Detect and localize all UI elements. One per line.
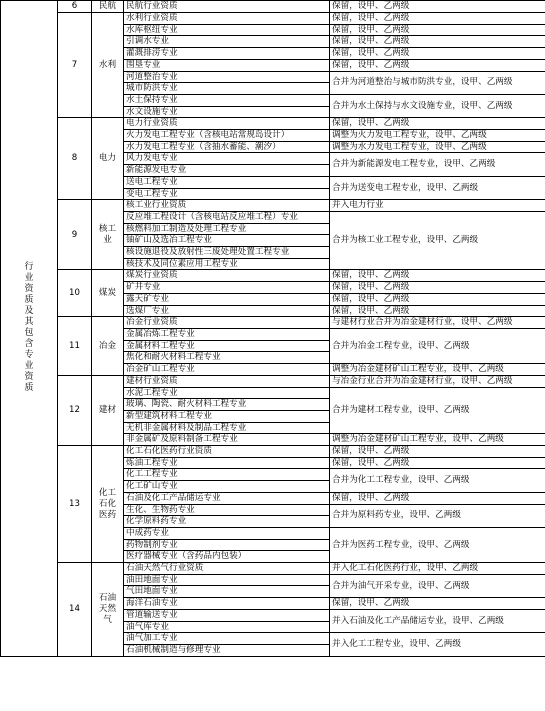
specialty-name: 核燃料加工制造及处理工程专业 [124,223,330,235]
group-number: 14 [58,563,92,657]
industry-name: 电力 [92,118,124,200]
specialty-name: 反应堆工程设计（含核电站反应堆工程）专业 [124,211,330,223]
specialty-name: 冶金行业资质 [124,317,330,329]
specialty-name: 金属材料工程专业 [124,340,330,352]
table-row [1,563,545,575]
specialty-name: 化工矿山专业 [124,481,330,493]
specialty-name: 医疗器械专业（含药品内包装） [124,551,330,563]
adjustment-note: 调整为冶金建材矿山工程专业，设甲、乙两级 [330,364,545,376]
adjustment-note: 合并为新能源发电工程专业，设甲、乙两级 [330,153,545,176]
industry-name: 核工业 [92,200,124,270]
adjustment-note: 并入石油及化工产品储运专业，设甲、乙两级 [330,609,545,632]
adjustment-note: 调整为火力发电工程专业，设甲、乙两级 [330,130,545,142]
specialty-name: 核技术及同位素应用工程专业 [124,258,330,270]
table-row [1,118,545,130]
group-number: 12 [58,375,92,445]
specialty-name: 核工业行业资质 [124,200,330,212]
specialty-name: 民航行业资质 [124,1,330,13]
group-number: 6 [58,1,92,13]
specialty-name: 铀矿山及选冶工程专业 [124,235,330,247]
adjustment-note: 保留，设甲、乙两级 [330,48,545,60]
industry-name: 煤炭 [92,270,124,317]
specialty-name: 炼油工程专业 [124,457,330,469]
table-row [1,446,545,458]
adjustment-note: 调整为水力发电工程专业，设甲、乙两级 [330,141,545,153]
adjustment-note: 并入化工石化医药行业，设甲、乙两级 [330,563,545,575]
specialty-name: 非金属矿及原料制备工程专业 [124,434,330,446]
industry-name: 水利 [92,13,124,118]
adjustment-note: 与冶金行业合并为冶金建材行业，设甲、乙两级 [330,375,545,387]
specialty-name: 石油天然气行业资质 [124,563,330,575]
specialty-name: 选煤厂专业 [124,305,330,317]
adjustment-note: 保留，设甲、乙两级 [330,118,545,130]
industry-name: 建材 [92,375,124,445]
specialty-name: 化工石化医药行业资质 [124,446,330,458]
specialty-name: 变电工程专业 [124,188,330,200]
category-label: 行业资质及其包含专业资质 [24,262,34,394]
adjustment-note: 保留，设甲、乙两级 [330,305,545,317]
industry-name: 冶金 [92,317,124,376]
adjustment-note: 调整为冶金建材矿山工程专业，设甲、乙两级 [330,434,545,446]
adjustment-note: 与建材行业合并为冶金建材行业，设甲、乙两级 [330,317,545,329]
group-number: 9 [58,200,92,270]
adjustment-note: 合并为送变电工程专业，设甲、乙两级 [330,176,545,199]
specialty-name: 煤炭行业资质 [124,270,330,282]
group-number: 8 [58,118,92,200]
adjustment-note: 保留，设甲、乙两级 [330,24,545,36]
table-row [1,375,545,387]
group-number: 13 [58,446,92,563]
specialty-name: 风力发电专业 [124,153,330,165]
specialty-name: 化工工程专业 [124,469,330,481]
specialty-name: 水利行业资质 [124,13,330,25]
specialty-name: 电力行业资质 [124,118,330,130]
specialty-name: 灌溉排涝专业 [124,48,330,60]
adjustment-note: 合并为河道整治与城市防洪专业，设甲、乙两级 [330,71,545,94]
specialty-name: 冶金矿山工程专业 [124,364,330,376]
adjustment-note: 保留，设甲、乙两级 [330,13,545,25]
specialty-name: 河道整治专业 [124,71,330,83]
group-number: 11 [58,317,92,376]
specialty-name: 露天矿专业 [124,293,330,305]
specialty-name: 新能源发电专业 [124,165,330,177]
adjustment-note: 保留，设甲、乙两级 [330,1,545,13]
specialty-name: 引调水专业 [124,36,330,48]
table-row [1,13,545,25]
group-number: 10 [58,270,92,317]
specialty-name: 新型建筑材料工程专业 [124,410,330,422]
group-number: 7 [58,13,92,118]
table-row [1,317,545,329]
adjustment-note: 保留，设甲、乙两级 [330,446,545,458]
specialty-name: 水土保持专业 [124,94,330,106]
specialty-name: 围垦专业 [124,59,330,71]
specialty-name: 生化、生物药专业 [124,504,330,516]
specialty-name: 气田地面专业 [124,586,330,598]
specialty-name: 火力发电工程专业（含核电站常规岛设计） [124,130,330,142]
table-row [1,200,545,212]
specialty-name: 建材行业资质 [124,375,330,387]
specialty-name: 水库枢纽专业 [124,24,330,36]
adjustment-note: 合并为冶金工程专业，设甲、乙两级 [330,328,545,363]
qualification-table-body [1,1,545,657]
specialty-name: 管道输送专业 [124,609,330,621]
adjustment-note: 保留，设甲、乙两级 [330,598,545,610]
adjustment-note: 保留，设甲、乙两级 [330,293,545,305]
specialty-name: 油气库专业 [124,621,330,633]
industry-name: 民航 [92,1,124,13]
adjustment-note: 并入化工工程专业，设甲、乙两级 [330,633,545,656]
table-row [1,270,545,282]
adjustment-note: 保留，设甲、乙两级 [330,457,545,469]
adjustment-note: 保留，设甲、乙两级 [330,492,545,504]
specialty-name: 水泥工程专业 [124,387,330,399]
specialty-name: 水力发电工程专业（含抽水蓄能、潮汐） [124,141,330,153]
specialty-name: 石油机械制造与修理专业 [124,644,330,656]
specialty-name: 油田地面专业 [124,574,330,586]
adjustment-note: 合并为原料药专业，设甲、乙两级 [330,504,545,527]
specialty-name: 焦化和耐火材料工程专业 [124,352,330,364]
specialty-name: 水文设施专业 [124,106,330,118]
specialty-name: 送电工程专业 [124,176,330,188]
adjustment-note: 保留，设甲、乙两级 [330,270,545,282]
specialty-name: 玻璃、陶瓷、耐火材料工程专业 [124,399,330,411]
adjustment-note: 保留，设甲、乙两级 [330,59,545,71]
adjustment-note: 保留，设甲、乙两级 [330,36,545,48]
category-cell [1,1,58,657]
specialty-name: 无机非金属材料及制品工程专业 [124,422,330,434]
adjustment-note: 保留，设甲、乙两级 [330,282,545,294]
specialty-name: 药物制剂专业 [124,539,330,551]
adjustment-note: 并入电力行业 [330,200,545,212]
specialty-name: 油气加工专业 [124,633,330,645]
specialty-name: 核设施退役及放射性三废处理处置工程专业 [124,247,330,259]
adjustment-note: 合并为水土保持与水文设施专业，设甲、乙两级 [330,94,545,117]
specialty-name: 中成药专业 [124,527,330,539]
adjustment-note: 合并为化工工程专业，设甲、乙两级 [330,469,545,492]
industry-name: 化工石化医药 [92,446,124,563]
adjustment-note: 合并为核工业工程专业，设甲、乙两级 [330,211,545,270]
specialty-name: 化学原料药专业 [124,516,330,528]
specialty-name: 海洋石油专业 [124,598,330,610]
specialty-name: 矿井专业 [124,282,330,294]
industry-name: 石油天然气 [92,563,124,657]
adjustment-note: 合并为医药工程专业，设甲、乙两级 [330,527,545,562]
table-row [1,1,545,13]
specialty-name: 石油及化工产品储运专业 [124,492,330,504]
specialty-name: 金属冶炼工程专业 [124,328,330,340]
specialty-name: 城市防洪专业 [124,83,330,95]
adjustment-note: 合并为油气开采专业，设甲、乙两级 [330,574,545,597]
adjustment-note: 合并为建材工程专业，设甲、乙两级 [330,387,545,434]
